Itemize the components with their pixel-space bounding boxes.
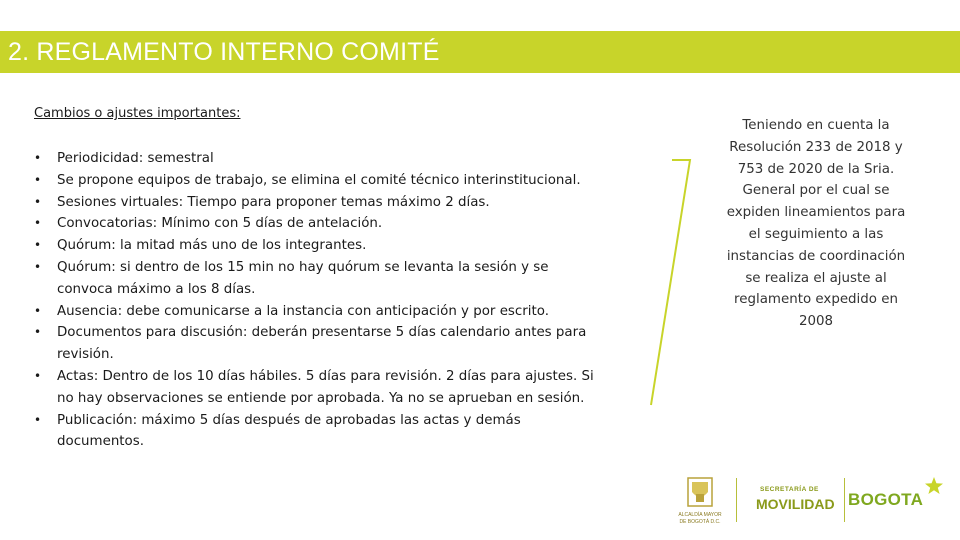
list-item-text: Se propone equipos de trabajo, se elimina el comité técnico interinstitucional. — [57, 172, 581, 188]
list-item-text: revisión. — [57, 347, 114, 363]
bullet-icon: • — [34, 412, 42, 427]
bullet-icon: • — [34, 325, 42, 340]
alcaldia-text-1: ALCALDÍA MAYOR — [678, 512, 722, 518]
movilidad-logo — [756, 482, 836, 522]
list-item-text: Convocatorias: Mínimo con 5 días de antelación. — [57, 216, 383, 232]
bogota-text: BOGOTA — [848, 490, 924, 509]
logo-divider — [844, 478, 845, 522]
list-item-text: Publicación: máximo 5 días después de aprobadas las actas y demás — [57, 412, 521, 428]
bullet-icon: • — [34, 151, 42, 165]
section-subtitle: Cambios o ajustes importantes: — [34, 106, 241, 121]
movilidad-small-text: SECRETARÍA DE — [760, 486, 819, 493]
footer-logos — [672, 472, 947, 530]
list-item-text: Periodicidad: semestral — [57, 151, 214, 166]
bullet-icon: • — [34, 194, 42, 209]
side-note-line: el seguimiento a las — [748, 226, 884, 242]
side-note-line: expiden lineamientos para — [726, 205, 906, 221]
bullet-icon: • — [34, 368, 42, 383]
bullet-icon: • — [34, 259, 42, 274]
list-item-text: Sesiones virtuales: Tiempo para proponer temas máximo 2 días. — [57, 194, 490, 210]
list-item-text: no hay observaciones se entiende por aprobada. Ya no se aprueban en sesión. — [57, 390, 585, 406]
bullet-icon: • — [34, 172, 42, 187]
star-icon — [924, 476, 944, 496]
list-item-text: convoca máximo a los 8 días. — [57, 281, 256, 297]
movilidad-big-text: MOVILIDAD — [756, 496, 835, 512]
side-note-line: se realiza el ajuste al — [745, 270, 887, 286]
list-item-text: Actas: Dentro de los 10 días hábiles. 5 días para revisión. 2 días para ajustes. Si — [57, 368, 594, 384]
bogota-logo — [848, 486, 944, 522]
alcaldia-logo — [672, 472, 728, 528]
bullet-icon: • — [34, 303, 42, 318]
bullet-icon: • — [34, 238, 42, 253]
alcaldia-text-2: DE BOGOTÁ D.C. — [679, 519, 721, 525]
side-note-line: instancias de coordinación — [726, 248, 906, 264]
side-note — [706, 115, 926, 333]
side-note-line: reglamento expedido en — [734, 292, 898, 308]
list-item-text: Documentos para discusión: deberán presentarse 5 días calendario antes para — [57, 325, 587, 341]
list-item-text: Ausencia: debe comunicarse a la instancia con anticipación y por escrito. — [57, 303, 549, 319]
side-note-line: 2008 — [798, 314, 834, 330]
side-note-line: General por el cual se — [742, 183, 890, 199]
side-note-line: Resolución 233 de 2018 y — [729, 139, 903, 155]
logo-divider — [736, 478, 737, 522]
list-item-text: Quórum: la mitad más uno de los integrantes. — [57, 238, 367, 254]
bullet-icon: • — [34, 216, 42, 231]
page-title: 2. REGLAMENTO INTERNO COMITÉ — [8, 38, 440, 66]
list-item-text: Quórum: si dentro de los 15 min no hay quórum se levanta la sesión y se — [57, 259, 549, 275]
side-note-line: 753 de 2020 de la Sria. — [737, 161, 895, 177]
side-note-line: Teniendo en cuenta la — [742, 118, 890, 133]
list-item-text: documentos. — [57, 434, 144, 450]
